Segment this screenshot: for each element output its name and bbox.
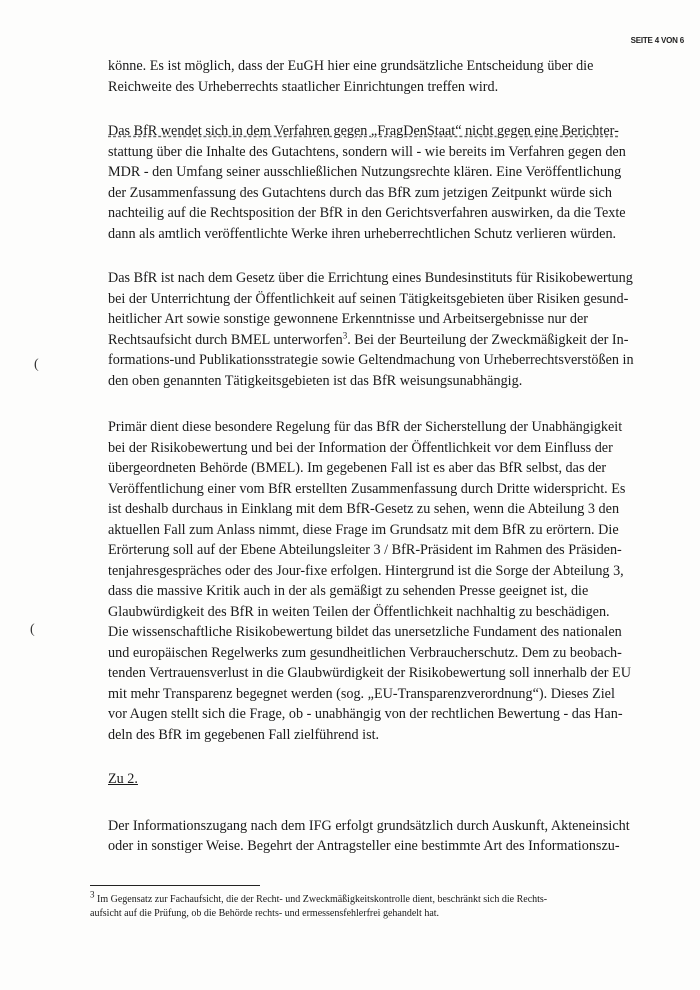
text-line: tenjahresgespräches oder des Jour-fixe erfolgen. Hintergrund ist die Sorge der Abteilung 3, <box>108 562 624 579</box>
footnote-text: Im Gegensatz zur Fachaufsicht, die der Recht- und Zweckmäßigkeitskontrolle dient, beschränkt sich die Rechts- <box>97 894 548 905</box>
text-line: stattung über die Inhalte des Gutachtens, sondern will - wie bereits im Verfahren gegen den <box>108 143 626 160</box>
text-line-with-footnote <box>108 330 630 351</box>
text-line: heitlicher Art sowie sonstige gewonnene Erkenntnisse und Arbeitsergebnisse nur der <box>108 311 589 327</box>
text-line: könne. Es ist möglich, dass der EuGH hier eine grundsätzliche Entscheidung über die <box>108 58 594 74</box>
text-line: der Zusammenfassung des Gutachtens durch das BfR zum jetzigen Zeitpunkt würde sich <box>108 184 612 201</box>
text-line: Das BfR wendet sich in dem Verfahren gegen „FragDenStaat“ nicht gegen eine Berichter- <box>108 123 619 139</box>
text-line: formations-und Publikationsstrategie sowie Geltendmachung von Urheberrechtsverstößen in <box>108 352 634 368</box>
text-line: bei der Unterrichtung der Öffentlichkeit auf seinen Tätigkeitsgebieten über Risiken gesund- <box>108 290 629 307</box>
text-line: MDR - den Umfang seiner ausschließlichen Nutzungsrechte klären. Eine Veröffentlichung <box>108 164 622 180</box>
text-line: dann als amtlich veröffentlichte Werke ihren urheberrechtlichen Schutz verlieren würden. <box>108 225 617 242</box>
text-line: oder in sonstiger Weise. Begehrt der Antragsteller eine bestimmte Art des Informationszu- <box>108 838 620 854</box>
text-line: vor Augen stellt sich die Frage, ob - unabhängig von der rechtlichen Bewertung - das Han- <box>108 706 623 722</box>
text-line: bei der Risikobewertung und bei der Information der Öffentlichkeit vor dem Einfluss der <box>108 439 613 456</box>
footnote-line: aufsicht auf die Prüfung, ob die Behörde rechts- und ermessensfehlerfrei gehandelt hat. <box>90 908 440 919</box>
text-line: und europäischen Regelwerks zum gesundheitlichen Verbraucherschutz. Dem zu beobach- <box>108 644 622 661</box>
text-line: Die wissenschaftliche Risikobewertung bildet das unersetzliche Fundament des nationalen <box>108 624 622 640</box>
paragraph <box>108 56 630 97</box>
text-line: deln des BfR im gegebenen Fall zielführend ist. <box>108 726 380 743</box>
footnote-line <box>90 889 650 907</box>
text-line: mit mehr Transparenz begegnet werden (sog. „EU-Transparenzverordnung“). Dieses Ziel <box>108 685 615 702</box>
text-line: Primär dient diese besondere Regelung für das BfR der Sicherstellung der Unabhängigkeit <box>108 419 623 435</box>
text-line: ist deshalb durchaus in Einklang mit dem BfR-Gesetz zu sehen, wenn die Abteilung 3 den <box>108 501 620 517</box>
text-segment: Rechtsaufsicht durch BMEL unterworfen <box>108 331 343 348</box>
page-number: SEITE 4 VON 6 <box>630 36 684 45</box>
paragraph <box>108 268 634 391</box>
text-line: dass die massive Kritik auch in der als gemäßigt zu sehenden Presse geeignet ist, die <box>108 583 589 599</box>
footnote <box>90 889 650 921</box>
paragraph <box>108 417 630 745</box>
text-line: Das BfR ist nach dem Gesetz über die Errichtung eines Bundesinstituts für Risikobewertung <box>108 270 633 286</box>
footnote-marker: 3 <box>90 889 95 900</box>
text-line: aktuellen Fall zum Anlass nimmt, diese Frage im Grundsatz mit dem BfR zu erörtern. Die <box>108 521 619 538</box>
text-line: Veröffentlichung einer vom BfR erstellten Zusammenfassung durch Dritte widerspricht. Es <box>108 480 626 497</box>
footnote-divider <box>90 885 260 886</box>
document-body <box>108 56 634 874</box>
text-line: Erörterung soll auf der Ebene Abteilungsleiter 3 / BfR-Präsident im Rahmen des Präsiden- <box>108 542 622 558</box>
text-line: tenden Vertrauensverlust in die Glaubwürdigkeit der Risikobewertung soll innerhalb der EU <box>108 665 631 681</box>
text-line: Glaubwürdigkeit des BfR in weiten Teilen der Öffentlichkeit nachhaltig zu beschädigen. <box>108 603 610 620</box>
text-line: Reichweite des Urheberrechts staatlicher Einrichtungen treffen wird. <box>108 78 499 95</box>
margin-mark: ( <box>34 357 39 372</box>
text-line: nachteilig auf die Rechtsposition der BfR in den Gerichtsverfahren auswirken, da die Texte <box>108 205 626 221</box>
section-heading: Zu 2. <box>108 771 138 787</box>
margin-mark: ( <box>30 622 35 637</box>
text-line: den oben genannten Tätigkeitsgebieten ist das BfR weisungsunabhängig. <box>108 372 523 389</box>
paragraph <box>108 121 630 244</box>
paragraph <box>108 816 630 857</box>
footnote-reference: 3 <box>342 329 348 340</box>
text-segment: . Bei der Beurteilung der Zweckmäßigkeit der In- <box>347 331 629 348</box>
text-line: Der Informationszugang nach dem IFG erfolgt grundsätzlich durch Auskunft, Akteneinsicht <box>108 817 630 834</box>
text-line: übergeordneten Behörde (BMEL). Im gegebenen Fall ist es aber das BfR selbst, das der <box>108 460 607 476</box>
